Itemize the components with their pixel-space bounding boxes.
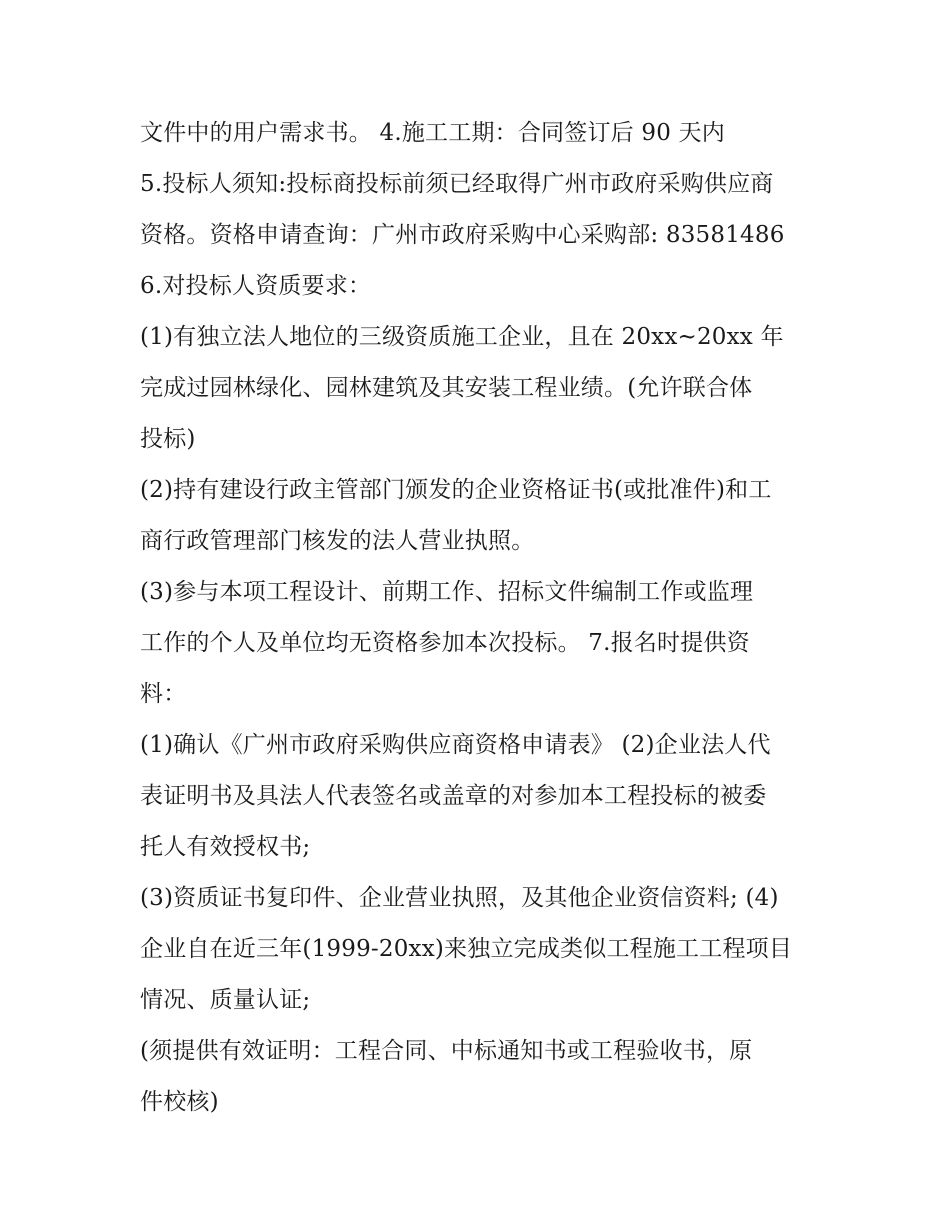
text-line: 文件中的用户需求书。 4.施工工期：合同签订后 90 天内: [140, 120, 725, 146]
text-line: (1)有独立法人地位的三级资质施工企业，且在 20xx~20xx 年: [140, 324, 784, 350]
text-line: (须提供有效证明：工程合同、中标通知书或工程验收书，原: [140, 1038, 753, 1064]
text-line: 完成过园林绿化、园林建筑及其安装工程业绩。(允许联合体: [140, 375, 753, 401]
text-line: 工作的个人及单位均无资格参加本次投标。 7.报名时提供资: [140, 630, 750, 656]
text-line: 托人有效授权书;: [140, 834, 311, 860]
text-line: 情况、质量认证;: [140, 987, 311, 1013]
text-line: (2)持有建设行政主管部门颁发的企业资格证书(或批准件)和工: [140, 477, 772, 503]
text-line: 5.投标人须知:投标商投标前须已经取得广州市政府采购供应商: [140, 171, 774, 197]
text-line: 企业自在近三年(1999-20xx)来独立完成类似工程施工工程项目: [140, 936, 793, 962]
text-line: 料：: [140, 681, 187, 707]
body-text: [140, 108, 820, 1128]
text-line: 件校核): [140, 1089, 219, 1115]
text-line: 商行政管理部门核发的法人营业执照。: [140, 528, 535, 554]
text-line: (1)确认《广州市政府采购供应商资格申请表》 (2)企业法人代: [140, 732, 771, 758]
text-line: (3)参与本项工程设计、前期工作、招标文件编制工作或监理: [140, 579, 754, 605]
text-line: 投标): [140, 426, 196, 452]
text-line: (3)资质证书复印件、企业营业执照，及其他企业资信资料; (4): [140, 885, 779, 911]
text-line: 表证明书及具法人代表签名或盖章的对参加本工程投标的被委: [140, 783, 767, 809]
text-line: 资格。资格申请查询：广州市政府采购中心采购部: 83581486: [140, 222, 785, 248]
text-line: 6.对投标人资质要求：: [140, 273, 372, 299]
